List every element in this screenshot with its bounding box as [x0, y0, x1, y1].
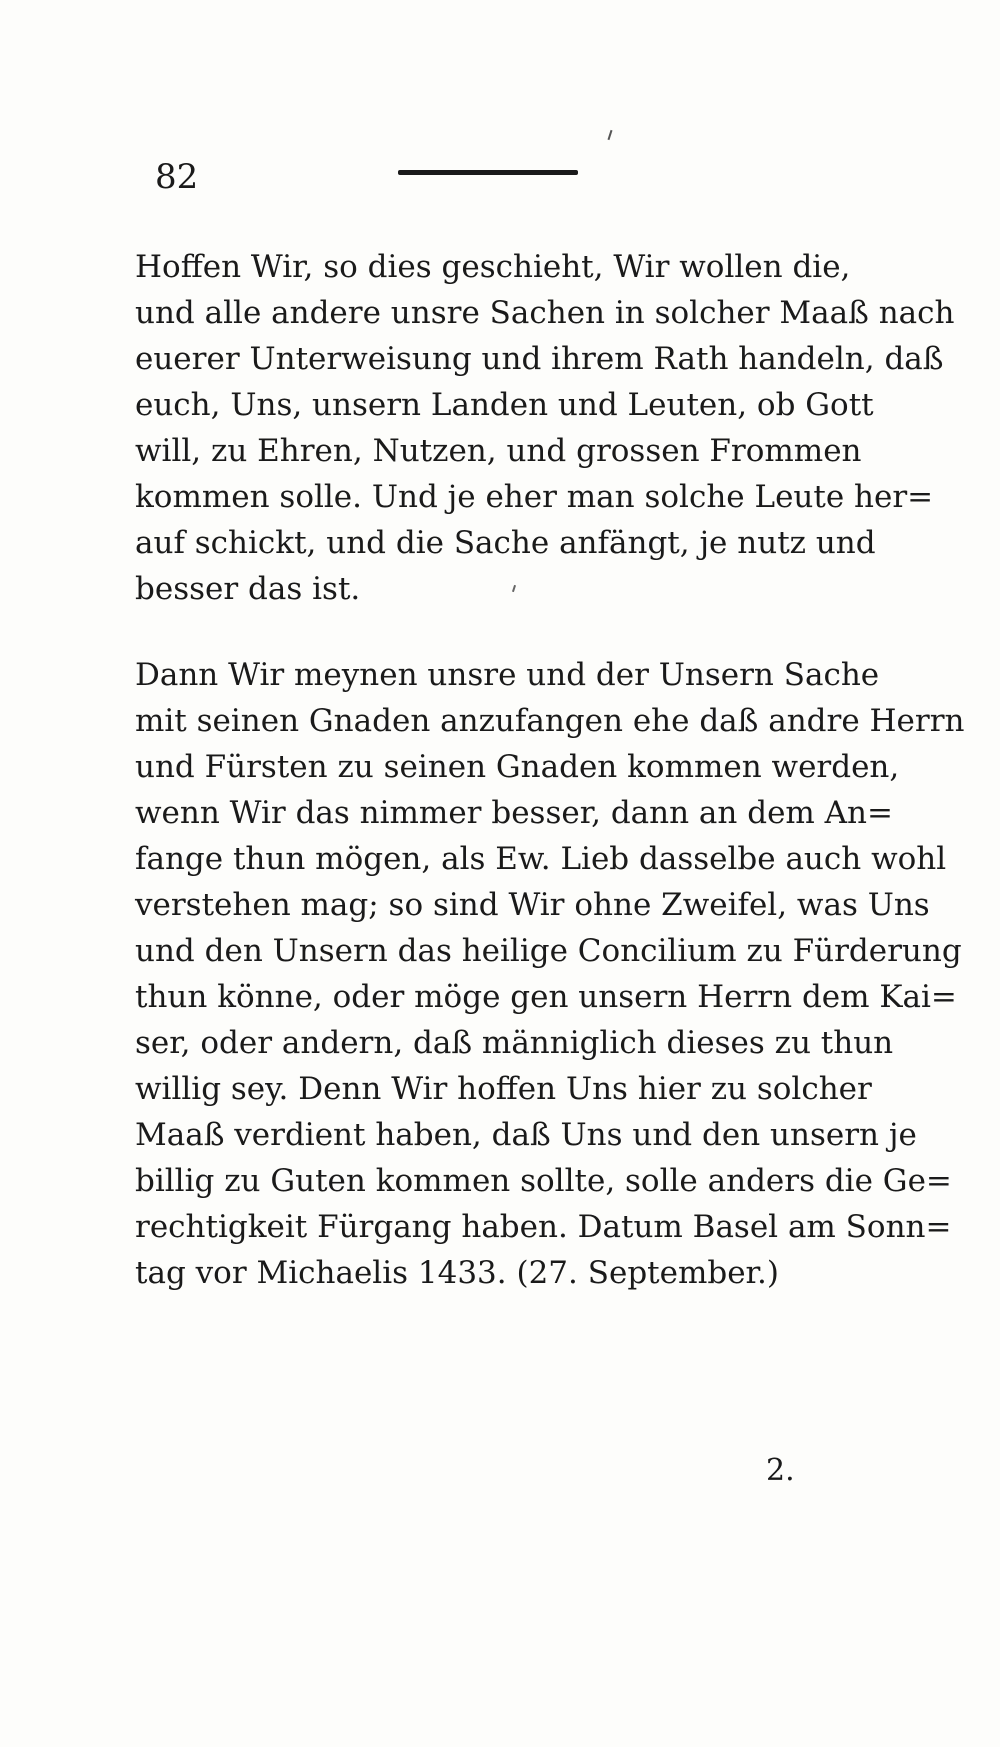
text-line: kommen solle. Und je eher man solche Leute her=: [135, 479, 934, 515]
paragraph-2: [135, 652, 965, 1296]
text-line: tag vor Michaelis 1433. (27. September.): [135, 1255, 779, 1291]
text-line: Dann Wir meynen unsre und der Unsern Sache: [135, 657, 880, 693]
text-line: Maaß verdient haben, daß Uns und den unsern je: [135, 1117, 917, 1153]
text-line: euerer Unterweisung und ihrem Rath handeln, daß: [135, 341, 944, 377]
text-line: verstehen mag; so sind Wir ohne Zweifel, was Uns: [135, 887, 930, 923]
text-line: ser, oder andern, daß männiglich dieses zu thun: [135, 1025, 894, 1061]
header-rule: [398, 170, 578, 175]
text-line: und alle andere unsre Sachen in solcher Maaß nach: [135, 295, 955, 331]
ink-mark: [608, 130, 613, 140]
text-line: wenn Wir das nimmer besser, dann an dem An=: [135, 795, 894, 831]
text-line: rechtigkeit Fürgang haben. Datum Basel am Sonn=: [135, 1209, 952, 1245]
text-line: auf schickt, und die Sache anfängt, je nutz und: [135, 525, 876, 561]
text-line: will, zu Ehren, Nutzen, und grossen Frommen: [135, 433, 862, 469]
page-number: 82: [155, 157, 199, 197]
text-line: mit seinen Gnaden anzufangen ehe daß andre Herrn: [135, 703, 965, 739]
paragraph-1: [135, 244, 955, 612]
text-line: Hoffen Wir, so dies geschieht, Wir wollen die,: [135, 249, 851, 285]
text-line: billig zu Guten kommen sollte, solle anders die Ge=: [135, 1163, 952, 1199]
catchword: 2.: [766, 1453, 795, 1488]
text-line: und den Unsern das heilige Concilium zu Fürderung: [135, 933, 962, 969]
text-line: und Fürsten zu seinen Gnaden kommen werden,: [135, 749, 900, 785]
text-line: thun könne, oder möge gen unsern Herrn dem Kai=: [135, 979, 957, 1015]
text-line: willig sey. Denn Wir hoffen Uns hier zu solcher: [135, 1071, 872, 1107]
text-line: fange thun mögen, als Ew. Lieb dasselbe auch wohl: [135, 841, 947, 877]
text-line: euch, Uns, unsern Landen und Leuten, ob Gott: [135, 387, 874, 423]
text-line: besser das ist.: [135, 571, 361, 607]
